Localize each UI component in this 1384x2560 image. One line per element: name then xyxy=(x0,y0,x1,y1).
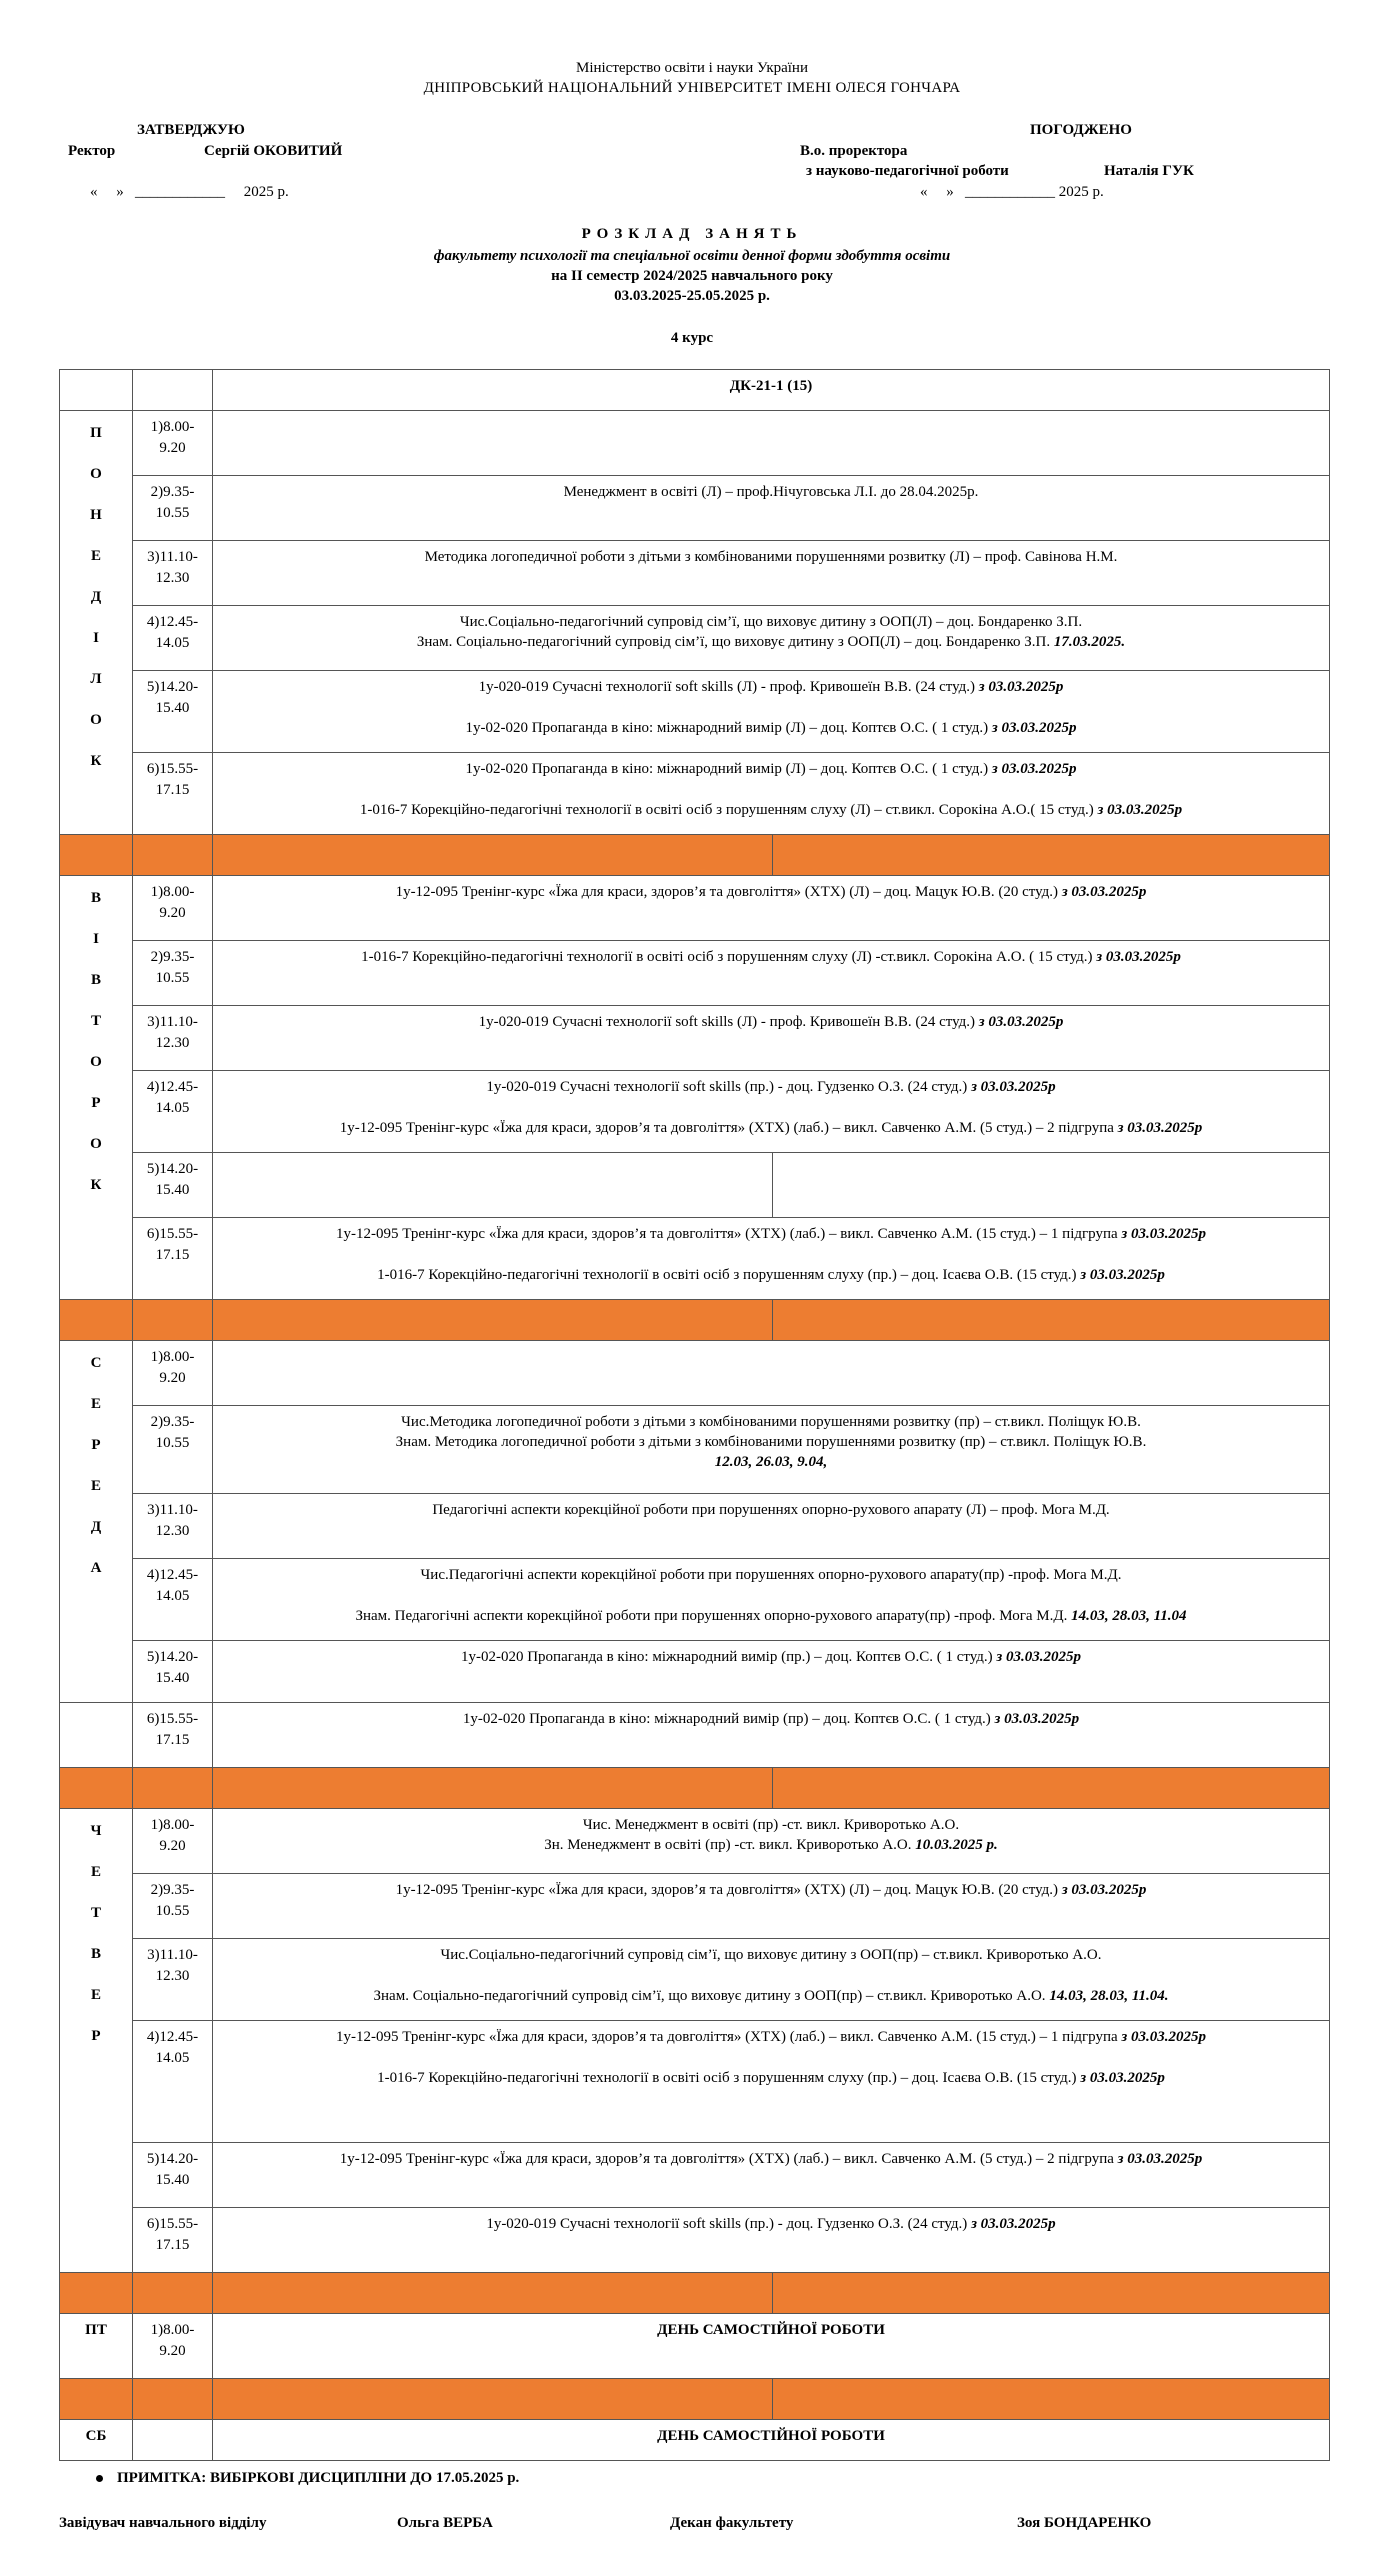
course-label: 4 курс xyxy=(670,330,714,346)
time-slot-5 xyxy=(133,1641,213,1703)
semester-line: на II семестр 2024/2025 навчального року xyxy=(551,268,833,284)
dean-title: Декан факультету xyxy=(670,2515,794,2531)
note xyxy=(96,2470,519,2487)
time-slot-1 xyxy=(133,1341,213,1406)
time-end: 10.55 xyxy=(155,1435,190,1451)
class-cell xyxy=(213,411,1330,476)
approve-heading: ЗАТВЕРДЖУЮ xyxy=(137,122,245,138)
table-row xyxy=(60,753,1330,835)
class-cell xyxy=(213,1006,1330,1071)
class-cell xyxy=(213,1641,1330,1703)
class-date: з 03.03.2025р xyxy=(1080,1267,1165,1283)
time-start: 1)8.00- xyxy=(150,884,195,900)
time-slot-2 xyxy=(133,941,213,1006)
time-start: 1)8.00- xyxy=(150,1349,195,1365)
class-text: Педагогічні аспекти корекційної роботи при порушеннях опорно-рухового апарату (Л) – проф. Мога М.Д. xyxy=(432,1502,1110,1518)
time-slot-3 xyxy=(133,541,213,606)
time-end: 17.15 xyxy=(155,1732,190,1748)
time-start: 5)14.20- xyxy=(146,2151,199,2167)
class-cell xyxy=(213,671,1330,753)
time-end: 17.15 xyxy=(155,2237,190,2253)
rector-date-line: « » ____________ 2025 р. xyxy=(90,184,289,200)
time-end: 14.05 xyxy=(155,1100,190,1116)
class-cell xyxy=(213,606,1330,671)
day-label-wednesday: С Е Р Е Д А xyxy=(90,1355,102,1576)
time-slot-1 xyxy=(133,1809,213,1874)
class-cell xyxy=(213,876,1330,941)
time-slot-6 xyxy=(133,753,213,835)
class-date: з 03.03.2025р xyxy=(1061,884,1147,900)
class-text: Знам. Педагогічні аспекти корекційної роботи при порушеннях опорно-рухового апарату(пр) -проф. Мога М.Д. xyxy=(355,1608,1072,1624)
time-slot-3 xyxy=(133,1006,213,1071)
day-empty xyxy=(60,1703,133,1768)
time-slot-3 xyxy=(133,1494,213,1559)
head-of-department-name: Ольга ВЕРБА xyxy=(397,2515,493,2531)
time-end: 14.05 xyxy=(155,2050,190,2066)
class-cell xyxy=(213,1939,1330,2021)
time-start: 4)12.45- xyxy=(146,1079,199,1095)
class-text: 1у-12-095 Тренінг-курс «Їжа для краси, здоров’я та довголіття» (ХТХ) (Л) – доц. Мацук Ю.В. (20 студ.) xyxy=(395,1882,1062,1898)
table-row xyxy=(60,1006,1330,1071)
table-row xyxy=(60,2143,1330,2208)
class-cell xyxy=(213,1406,1330,1494)
day-label-monday: П О Н Е Д І Л О К xyxy=(90,425,102,769)
time-slot-6 xyxy=(133,1703,213,1768)
table-row xyxy=(60,1494,1330,1559)
table-row xyxy=(60,1809,1330,1874)
time-end: 12.30 xyxy=(155,1035,190,1051)
class-cell xyxy=(213,1809,1330,1874)
schedule-title: РОЗКЛАД ЗАНЯТЬ xyxy=(581,226,803,242)
time-start: 1)8.00- xyxy=(150,2322,195,2338)
time-slot-6 xyxy=(133,2208,213,2273)
class-text: Менеджмент в освіті (Л) – проф.Нічуговська Л.І. до 28.04.2025р. xyxy=(563,484,979,500)
class-text: 1у-12-095 Тренінг-курс «Їжа для краси, здоров’я та довголіття» (ХТХ) (лаб.) – викл. Савченко А.М. (5 студ.) – 2 підгрупа xyxy=(339,1120,1118,1136)
time-slot-4 xyxy=(133,2021,213,2143)
head-of-department-title: Завідувач навчального відділу xyxy=(59,2515,267,2531)
time-end: 15.40 xyxy=(155,1670,190,1686)
table-row xyxy=(60,1406,1330,1494)
class-cell xyxy=(213,2143,1330,2208)
vice-rector-position: В.о. проректора xyxy=(800,143,908,159)
class-date: 17.03.2025. xyxy=(1053,634,1126,650)
class-text: 1у-12-095 Тренінг-курс «Їжа для краси, здоров’я та довголіття» (ХТХ) (лаб.) – викл. Савченко А.М. (15 студ.) – 1 підгрупа xyxy=(335,1226,1122,1242)
time-start: 5)14.20- xyxy=(146,679,199,695)
class-text: 1у-020-019 Сучасні технології soft skills (пр.) - доц. Гудзенко О.З. (24 студ.) xyxy=(486,1079,972,1095)
time-slot-5 xyxy=(133,1153,213,1218)
time-start: 2)9.35- xyxy=(150,1414,195,1430)
class-date: з 03.03.2025р xyxy=(996,1649,1082,1665)
class-date: з 03.03.2025р xyxy=(1117,1120,1203,1136)
class-text: 1у-02-020 Пропаганда в кіно: міжнародний вимір (Л) – доц. Коптєв О.С. ( 1 студ.) xyxy=(465,720,992,736)
time-start: 3)11.10- xyxy=(147,549,198,565)
group-header-row xyxy=(60,370,1330,411)
day-friday xyxy=(60,2314,133,2379)
class-date: з 03.03.2025р xyxy=(1061,1882,1147,1898)
class-date: з 03.03.2025р xyxy=(1121,2029,1206,2045)
time-end: 14.05 xyxy=(155,635,190,651)
time-slot-2 xyxy=(133,476,213,541)
time-empty xyxy=(133,2420,213,2461)
time-end: 9.20 xyxy=(159,1838,186,1854)
time-end: 12.30 xyxy=(155,1968,190,1984)
class-date: з 03.03.2025р xyxy=(1121,1226,1206,1242)
time-slot-2 xyxy=(133,1874,213,1939)
time-slot-4 xyxy=(133,1071,213,1153)
rector-name: Сергій ОКОВИТИЙ xyxy=(204,143,343,159)
time-end: 9.20 xyxy=(159,440,186,456)
class-text: 1у-12-095 Тренінг-курс «Їжа для краси, здоров’я та довголіття» (ХТХ) (лаб.) – викл. Савченко А.М. (5 студ.) – 2 підгрупа xyxy=(339,2151,1118,2167)
class-cell xyxy=(213,1071,1330,1153)
table-row xyxy=(60,1153,1330,1218)
class-text: Чис.Педагогічні аспекти корекційної роботи при порушеннях опорно-рухового апарату(пр) -проф. Мога М.Д. xyxy=(420,1567,1122,1583)
class-text: 1у-02-020 Пропаганда в кіно: міжнародний вимір (пр) – доц. Коптєв О.С. ( 1 студ.) xyxy=(462,1711,995,1727)
time-start: 2)9.35- xyxy=(150,949,195,965)
day-tuesday xyxy=(60,876,133,1300)
class-text: Чис.Соціально-педагогічний супровід сім’ї, що виховує дитину з ООП(Л) – доц. Бондаренко З.П. xyxy=(459,614,1083,630)
class-cell xyxy=(213,753,1330,835)
time-end: 15.40 xyxy=(155,700,190,716)
table-row xyxy=(60,1939,1330,2021)
class-text: ДЕНЬ САМОСТІЙНОЇ РОБОТИ xyxy=(657,2428,885,2444)
table-row xyxy=(60,1703,1330,1768)
time-start: 3)11.10- xyxy=(147,1502,198,1518)
class-date: з 03.03.2025р xyxy=(978,1014,1064,1030)
self-study-day xyxy=(213,2420,1330,2461)
class-text: 1-016-7 Корекційно-педагогічні технології в освіті осіб з порушенням слуху (пр.) – доц. Ісаєва О.В. (15 студ.) xyxy=(377,2070,1081,2086)
time-start: 1)8.00- xyxy=(150,419,195,435)
date-range: 03.03.2025-25.05.2025 р. xyxy=(614,288,770,304)
table-row xyxy=(60,606,1330,671)
table-row xyxy=(60,671,1330,753)
day-separator xyxy=(60,835,1330,876)
table-row xyxy=(60,1559,1330,1641)
time-start: 3)11.10- xyxy=(147,1947,198,1963)
time-start: 1)8.00- xyxy=(150,1817,195,1833)
table-row xyxy=(60,2314,1330,2379)
day-separator xyxy=(60,2273,1330,2314)
class-text: ДЕНЬ САМОСТІЙНОЇ РОБОТИ xyxy=(657,2322,885,2338)
class-cell xyxy=(213,2208,1330,2273)
class-date: з 03.03.2025р xyxy=(971,2216,1056,2232)
class-cell xyxy=(213,1559,1330,1641)
class-date: з 03.03.2025р xyxy=(1080,2070,1165,2086)
table-row xyxy=(60,2021,1330,2143)
time-end: 12.30 xyxy=(155,570,190,586)
table-row xyxy=(60,2208,1330,2273)
class-text: 1у-02-020 Пропаганда в кіно: міжнародний вимір (Л) – доц. Коптєв О.С. ( 1 студ.) xyxy=(465,761,992,777)
university-name: ДНІПРОВСЬКИЙ НАЦІОНАЛЬНИЙ УНІВЕРСИТЕТ ІМЕНІ ОЛЕСЯ ГОНЧАРА xyxy=(423,80,961,96)
class-text: Знам. Методика логопедичної роботи з дітьми з комбінованими порушеннями розвитку (пр) – ст.викл. Поліщук Ю.В. xyxy=(395,1434,1147,1450)
class-text: 1у-020-019 Сучасні технології soft skills (Л) - проф. Кривошеїн В.В. (24 студ.) xyxy=(478,679,979,695)
agree-heading: ПОГОДЖЕНО xyxy=(1030,122,1132,138)
schedule-table xyxy=(59,369,1330,2461)
time-slot-5 xyxy=(133,671,213,753)
day-saturday xyxy=(60,2420,133,2461)
class-cell xyxy=(213,1494,1330,1559)
table-row xyxy=(60,541,1330,606)
class-cell xyxy=(213,476,1330,541)
class-date: з 03.03.2025р xyxy=(1097,802,1183,818)
table-row xyxy=(60,411,1330,476)
class-text: Методика логопедичної роботи з дітьми з комбінованими порушеннями розвитку (Л) – проф. Савінова Н.М. xyxy=(424,549,1118,565)
table-row xyxy=(60,1341,1330,1406)
class-text: Чис.Соціально-педагогічний супровід сім’ї, що виховує дитину з ООП(пр) – ст.викл. Криворотько А.О. xyxy=(440,1947,1102,1963)
note-text: ПРИМІТКА: ВИБІРКОВІ ДИСЦИПЛІНИ ДО 17.05.2025 р. xyxy=(117,2470,520,2486)
class-cell xyxy=(213,2021,1330,2143)
class-date: 12.03, 26.03, 9.04, xyxy=(714,1454,828,1470)
table-row xyxy=(60,1641,1330,1703)
class-text: 1у-020-019 Сучасні технології soft skills (пр.) - доц. Гудзенко О.З. (24 студ.) xyxy=(486,2216,972,2232)
time-slot-1 xyxy=(133,2314,213,2379)
time-end: 9.20 xyxy=(159,905,186,921)
class-cell xyxy=(213,1341,1330,1406)
time-slot-5 xyxy=(133,2143,213,2208)
time-slot-3 xyxy=(133,1939,213,2021)
day-label-tuesday: В І В Т О Р О К xyxy=(90,890,102,1193)
time-end: 17.15 xyxy=(155,782,190,798)
class-date: з 03.03.2025р xyxy=(1117,2151,1203,2167)
time-start: 6)15.55- xyxy=(146,1226,199,1242)
faculty-line: факультету психології та спеціальної освіти денної форми здобуття освіти xyxy=(433,248,951,264)
table-row xyxy=(60,941,1330,1006)
class-cell xyxy=(213,1703,1330,1768)
class-date: з 03.03.2025р xyxy=(978,679,1064,695)
class-cell xyxy=(213,541,1330,606)
time-end: 15.40 xyxy=(155,2172,190,2188)
class-date: 10.03.2025 р. xyxy=(915,1837,998,1853)
vice-rector-position-2: з науково-педагогічної роботи xyxy=(806,163,1009,179)
time-end: 9.20 xyxy=(159,2343,186,2359)
time-slot-2 xyxy=(133,1406,213,1494)
class-text: Зн. Менеджмент в освіті (пр) -ст. викл. Криворотько А.О. xyxy=(544,1837,916,1853)
ministry-name: Міністерство освіти і науки України xyxy=(575,60,808,76)
time-start: 3)11.10- xyxy=(147,1014,198,1030)
time-end: 17.15 xyxy=(155,1247,190,1263)
time-start: 5)14.20- xyxy=(146,1649,199,1665)
class-cell xyxy=(213,1874,1330,1939)
time-end: 10.55 xyxy=(155,1903,190,1919)
table-row xyxy=(60,1874,1330,1939)
day-separator xyxy=(60,2379,1330,2420)
class-text: 1у-12-095 Тренінг-курс «Їжа для краси, здоров’я та довголіття» (ХТХ) (лаб.) – викл. Савченко А.М. (15 студ.) – 1 підгрупа xyxy=(335,2029,1122,2045)
class-date: з 03.03.2025р xyxy=(1096,949,1181,965)
class-cell-right xyxy=(773,1153,1330,1218)
time-slot-6 xyxy=(133,1218,213,1300)
class-cell xyxy=(213,1218,1330,1300)
class-text: 1-016-7 Корекційно-педагогічні технології в освіті осіб з порушенням слуху (Л) -ст.викл. Сорокіна А.О. ( 15 студ.) xyxy=(361,949,1097,965)
class-text: 1у-02-020 Пропаганда в кіно: міжнародний вимір (пр.) – доц. Коптєв О.С. ( 1 студ.) xyxy=(460,1649,997,1665)
table-row xyxy=(60,476,1330,541)
time-end: 15.40 xyxy=(155,1182,190,1198)
vice-rector-date-line: « » ____________ 2025 р. xyxy=(920,184,1104,200)
table-row xyxy=(60,1218,1330,1300)
day-separator xyxy=(60,1300,1330,1341)
time-end: 14.05 xyxy=(155,1588,190,1604)
day-monday xyxy=(60,411,133,835)
day-label-friday: ПТ xyxy=(85,2322,107,2338)
time-start: 6)15.55- xyxy=(146,2216,199,2232)
time-start: 4)12.45- xyxy=(146,614,199,630)
class-text: Знам. Соціально-педагогічний супровід сім’ї, що виховує дитину з ООП(пр) – ст.викл. Криворотько А.О. xyxy=(373,1988,1050,2004)
class-date: з 03.03.2025р xyxy=(971,1079,1056,1095)
class-text: 1у-020-019 Сучасні технології soft skills (Л) - проф. Кривошеїн В.В. (24 студ.) xyxy=(478,1014,979,1030)
class-text: Знам. Соціально-педагогічний супровід сім’ї, що виховує дитину з ООП(Л) – доц. Бондаренко З.П. xyxy=(416,634,1054,650)
time-slot-4 xyxy=(133,606,213,671)
table-row xyxy=(60,2420,1330,2461)
class-date: з 03.03.2025р xyxy=(991,720,1077,736)
day-label-saturday: СБ xyxy=(85,2428,107,2444)
class-date: з 03.03.2025р xyxy=(994,1711,1080,1727)
day-label-thursday: Ч Е Т В Е Р xyxy=(90,1823,102,2044)
class-date: 14.03, 28.03, 11.04 xyxy=(1071,1608,1187,1624)
day-thursday xyxy=(60,1809,133,2273)
class-date: з 03.03.2025р xyxy=(991,761,1077,777)
self-study-day xyxy=(213,2314,1330,2379)
time-end: 12.30 xyxy=(155,1523,190,1539)
table-row xyxy=(60,876,1330,941)
day-wednesday xyxy=(60,1341,133,1703)
time-slot-4 xyxy=(133,1559,213,1641)
bullet-icon xyxy=(96,2475,103,2482)
class-text: Чис. Менеджмент в освіті (пр) -ст. викл. Криворотько А.О. xyxy=(582,1817,960,1833)
rector-position: Ректор xyxy=(68,143,116,159)
day-separator xyxy=(60,1768,1330,1809)
time-start: 6)15.55- xyxy=(146,761,199,777)
class-text: 1-016-7 Корекційно-педагогічні технології в освіті осіб з порушенням слуху (Л) – ст.викл. Сорокіна А.О.( 15 студ.) xyxy=(359,802,1098,818)
time-end: 10.55 xyxy=(155,970,190,986)
time-slot-1 xyxy=(133,876,213,941)
class-text: Чис.Методика логопедичної роботи з дітьми з комбінованими порушеннями розвитку (пр) – ст.викл. Поліщук Ю.В. xyxy=(401,1414,1141,1430)
time-end: 10.55 xyxy=(155,505,190,521)
time-end: 9.20 xyxy=(159,1370,186,1386)
vice-rector-name: Наталія ГУК xyxy=(1104,163,1194,179)
time-start: 4)12.45- xyxy=(146,1567,199,1583)
class-date: 14.03, 28.03, 11.04. xyxy=(1049,1988,1169,2004)
class-text: 1у-12-095 Тренінг-курс «Їжа для краси, здоров’я та довголіття» (ХТХ) (Л) – доц. Мацук Ю.В. (20 студ.) xyxy=(395,884,1062,900)
group-name: ДК-21-1 (15) xyxy=(213,370,1330,411)
time-start: 6)15.55- xyxy=(146,1711,199,1727)
class-cell-left xyxy=(213,1153,773,1218)
time-start: 2)9.35- xyxy=(150,484,195,500)
dean-name: Зоя БОНДАРЕНКО xyxy=(1017,2515,1152,2531)
time-start: 4)12.45- xyxy=(146,2029,199,2045)
class-text: 1-016-7 Корекційно-педагогічні технології в освіті осіб з порушенням слуху (пр.) – доц. Ісаєва О.В. (15 студ.) xyxy=(377,1267,1081,1283)
time-start: 5)14.20- xyxy=(146,1161,199,1177)
class-cell xyxy=(213,941,1330,1006)
time-slot-1 xyxy=(133,411,213,476)
time-start: 2)9.35- xyxy=(150,1882,195,1898)
table-row xyxy=(60,1071,1330,1153)
